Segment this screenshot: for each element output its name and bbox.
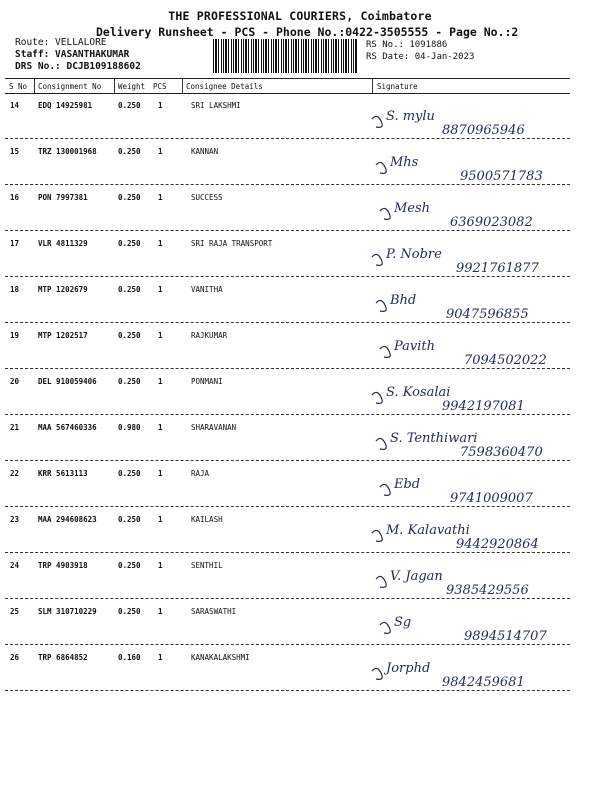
signature-name: S. mylu (386, 109, 435, 124)
col-divider (182, 78, 183, 94)
row-separator (5, 276, 570, 277)
signature-name: Pavith (394, 339, 436, 354)
rs-date: RS Date: 04-Jan-2023 (366, 52, 475, 62)
row-separator (5, 506, 570, 507)
route-label: Route: VELLALORE (15, 37, 107, 48)
row-pcs: 1 (158, 561, 163, 570)
signature-name: S. Tenthiwari (390, 431, 478, 446)
signature-phone: 8870965946 (442, 123, 525, 138)
row-consignee: SUCCESS (191, 193, 223, 202)
col-consignee: Consignee Details (186, 82, 263, 91)
signature-name: M. Kalavathi (386, 523, 470, 538)
table-row (0, 607, 600, 653)
signature-stroke (372, 523, 382, 543)
row-pcs: 1 (158, 653, 163, 662)
col-signature: Signature (377, 82, 418, 91)
row-sno: 25 (10, 607, 20, 616)
row-pcs: 1 (158, 469, 163, 478)
col-divider (34, 78, 35, 94)
row-consignment-no: PON 7997381 (38, 193, 88, 202)
header-top-rule (5, 78, 570, 79)
col-weight: Weight (118, 82, 146, 91)
row-consignee: KANNAN (191, 147, 219, 156)
row-sno: 18 (10, 285, 20, 294)
signature-stroke (372, 661, 382, 681)
row-pcs: 1 (158, 147, 163, 156)
row-consignee: SRI LAKSHMI (191, 101, 241, 110)
row-pcs: 1 (158, 607, 163, 616)
row-separator (5, 184, 570, 185)
row-pcs: 1 (158, 101, 163, 110)
row-weight: 0.250 (118, 147, 141, 156)
row-sno: 14 (10, 101, 20, 110)
signature-phone: 9894514707 (464, 629, 547, 644)
row-pcs: 1 (158, 515, 163, 524)
row-separator (5, 414, 570, 415)
row-weight: 0.250 (118, 331, 141, 340)
table-row (0, 285, 600, 331)
row-consignment-no: SLM 310710229 (38, 607, 97, 616)
signature-name: Mesh (394, 201, 431, 216)
signature-stroke (380, 477, 390, 497)
row-sno: 19 (10, 331, 20, 340)
signature-name: Mhs (390, 155, 419, 170)
row-consignee: RAJA (191, 469, 210, 478)
row-sno: 22 (10, 469, 20, 478)
row-sno: 16 (10, 193, 20, 202)
col-sno: S No (9, 82, 28, 91)
row-separator (5, 690, 570, 691)
row-weight: 0.250 (118, 515, 141, 524)
row-sno: 21 (10, 423, 20, 432)
signature-phone: 9047596855 (446, 307, 529, 322)
row-sno: 15 (10, 147, 20, 156)
row-consignment-no: EDQ 14925981 (38, 101, 93, 110)
table-row (0, 193, 600, 239)
row-pcs: 1 (158, 239, 163, 248)
row-consignment-no: MAA 294608623 (38, 515, 97, 524)
table-row (0, 147, 600, 193)
row-separator (5, 598, 570, 599)
row-consignee: VANITHA (191, 285, 223, 294)
row-consignment-no: TRP 6864852 (38, 653, 88, 662)
row-consignee: SHARAVANAN (191, 423, 237, 432)
row-consignee: PONMANI (191, 377, 223, 386)
row-separator (5, 460, 570, 461)
row-pcs: 1 (158, 377, 163, 386)
signature-name: Jorphd (386, 661, 431, 676)
row-weight: 0.250 (118, 561, 141, 570)
signature-stroke (380, 201, 390, 221)
row-sno: 20 (10, 377, 20, 386)
row-sno: 17 (10, 239, 20, 248)
rs-number: RS No.: 1091886 (366, 40, 448, 50)
row-weight: 0.160 (118, 653, 141, 662)
signature-phone: 7598360470 (460, 445, 543, 460)
table-row (0, 239, 600, 285)
signature-name: S. Kosalai (386, 385, 451, 400)
row-separator (5, 322, 570, 323)
row-sno: 23 (10, 515, 20, 524)
row-weight: 0.250 (118, 101, 141, 110)
company-name: THE PROFESSIONAL COURIERS, Coimbatore (168, 9, 432, 23)
row-pcs: 1 (158, 193, 163, 202)
signature-stroke (380, 339, 390, 359)
col-divider (372, 78, 373, 94)
signature-phone: 9921761877 (456, 261, 539, 276)
row-consignment-no: MTP 1202517 (38, 331, 88, 340)
row-weight: 0.980 (118, 423, 141, 432)
row-consignee: SRI RAJA TRANSPORT (191, 239, 273, 248)
row-weight: 0.250 (118, 285, 141, 294)
signature-phone: 9741009007 (450, 491, 533, 506)
row-separator (5, 552, 570, 553)
signature-name: Sg (394, 615, 412, 630)
signature-stroke (376, 155, 386, 175)
signature-name: V. Jagan (390, 569, 443, 584)
signature-stroke (380, 615, 390, 635)
table-row (0, 469, 600, 515)
row-pcs: 1 (158, 423, 163, 432)
row-consignment-no: MTP 1202679 (38, 285, 88, 294)
row-consignment-no: DEL 910059406 (38, 377, 97, 386)
signature-stroke (376, 569, 386, 589)
table-row (0, 515, 600, 561)
row-sno: 24 (10, 561, 20, 570)
row-consignment-no: TRP 4903918 (38, 561, 88, 570)
table-row (0, 423, 600, 469)
col-divider (114, 78, 115, 94)
row-weight: 0.250 (118, 607, 141, 616)
signature-stroke (372, 247, 382, 267)
signature-phone: 7094502022 (464, 353, 547, 368)
row-consignment-no: KRR 5613113 (38, 469, 88, 478)
header-bottom-rule (5, 93, 570, 94)
row-weight: 0.250 (118, 193, 141, 202)
table-row (0, 101, 600, 147)
signature-phone: 9842459681 (442, 675, 525, 690)
signature-phone: 9385429556 (446, 583, 529, 598)
signature-name: Ebd (394, 477, 421, 492)
staff-label: Staff: VASANTHAKUMAR (15, 49, 130, 60)
signature-stroke (372, 109, 382, 129)
table-row (0, 561, 600, 607)
row-pcs: 1 (158, 331, 163, 340)
row-consignment-no: VLR 4811329 (38, 239, 88, 248)
barcode-image (213, 39, 358, 73)
row-consignee: SENTHIL (191, 561, 223, 570)
row-consignment-no: TRZ 130001968 (38, 147, 97, 156)
row-sno: 26 (10, 653, 20, 662)
signature-name: P. Nobre (386, 247, 442, 262)
row-weight: 0.250 (118, 377, 141, 386)
row-consignment-no: MAA 567460336 (38, 423, 97, 432)
row-weight: 0.250 (118, 239, 141, 248)
signature-phone: 9442920864 (456, 537, 539, 552)
drs-number: DRS No.: DCJB109188602 (15, 61, 141, 72)
signature-phone: 6369023082 (450, 215, 533, 230)
row-weight: 0.250 (118, 469, 141, 478)
table-row (0, 653, 600, 699)
table-row (0, 377, 600, 423)
col-pcs: PCS (153, 82, 167, 91)
table-row (0, 331, 600, 377)
row-separator (5, 368, 570, 369)
row-consignee: RAJKUMAR (191, 331, 228, 340)
row-separator (5, 644, 570, 645)
signature-stroke (372, 385, 382, 405)
row-consignee: SARASWATHI (191, 607, 237, 616)
row-separator (5, 138, 570, 139)
row-consignee: KAILASH (191, 515, 223, 524)
signature-phone: 9500571783 (460, 169, 543, 184)
signature-name: Bhd (390, 293, 417, 308)
row-pcs: 1 (158, 285, 163, 294)
signature-stroke (376, 293, 386, 313)
signature-phone: 9942197081 (442, 399, 525, 414)
col-consignment: Consignment No (38, 82, 102, 91)
row-consignee: KANAKALAKSHMI (191, 653, 250, 662)
signature-stroke (376, 431, 386, 451)
runsheet-title: Delivery Runsheet - PCS - Phone No.:0422-3505555 - Page No.:2 (96, 25, 519, 39)
row-separator (5, 230, 570, 231)
